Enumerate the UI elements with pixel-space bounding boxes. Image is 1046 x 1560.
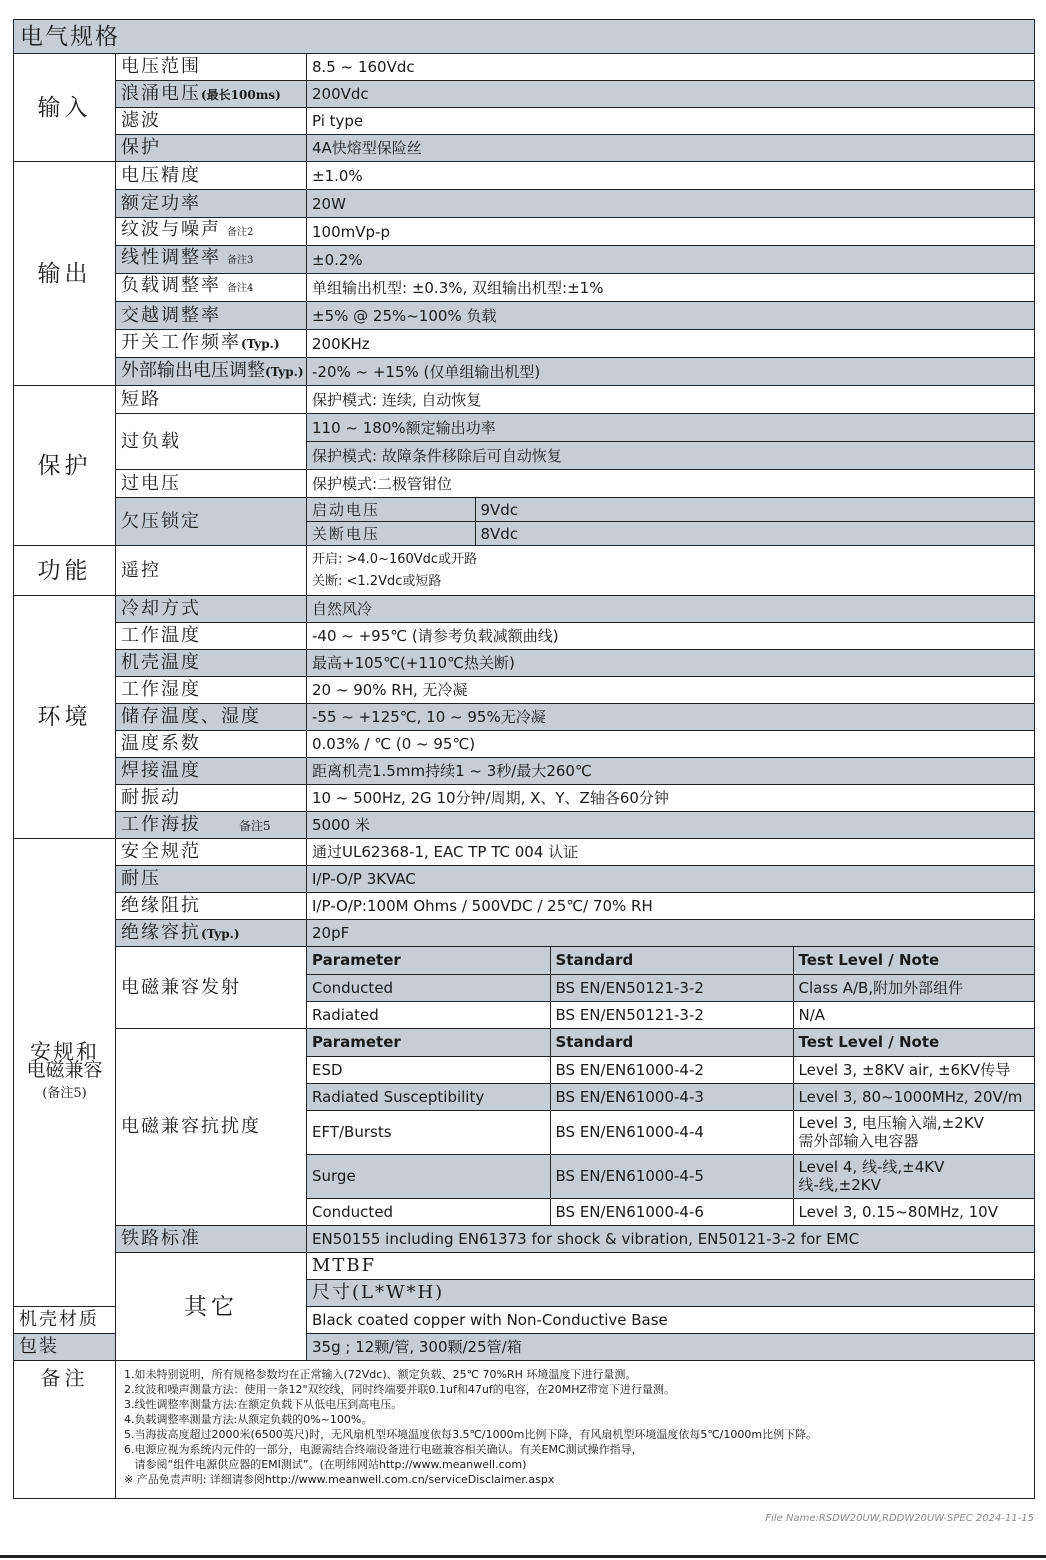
note-line: 4.负载调整率测量方法:从额定负载的0%~100%。 <box>124 1413 373 1426</box>
section-title: 电气规格 <box>14 20 1035 54</box>
value-surge-voltage: 200Vdc <box>307 81 1035 108</box>
value-working-humidity: 20 ~ 90% RH, 无冷凝 <box>307 677 1035 704</box>
ems-table-cell <box>307 1029 1035 1226</box>
ems-row-standard: BS EN/EN61000-4-3 <box>550 1083 793 1110</box>
ems-row-parameter: Radiated Susceptibility <box>307 1083 550 1110</box>
value-cross-regulation: ±5% @ 25%~100% 负载 <box>307 302 1035 330</box>
item-trim: 外部输出电压调整(Typ.) <box>116 358 307 386</box>
emi-table <box>307 947 1034 1028</box>
category-environment: 环境 <box>14 596 116 839</box>
emi-header-parameter: Parameter <box>307 947 550 974</box>
item-isolation-resistance: 绝缘阻抗 <box>116 893 307 920</box>
ems-row-standard: BS EN/EN61000-4-5 <box>550 1154 793 1198</box>
value-case-temp: 最高+105℃(+110℃热关断) <box>307 650 1035 677</box>
category-protection: 保护 <box>14 386 116 546</box>
ems-table <box>307 1029 1034 1225</box>
value-isolation-resistance: I/P-O/P:100M Ohms / 500VDC / 25℃/ 70% RH <box>307 893 1035 920</box>
value-isolation-capacitance: 20pF <box>307 920 1035 947</box>
item-isolation-capacitance: 绝缘容抗(Typ.) <box>116 920 307 947</box>
item-cooling: 冷却方式 <box>116 596 307 623</box>
spec-table <box>13 19 1035 1499</box>
emi-table-cell <box>307 947 1035 1029</box>
item-load-regulation: 负载调整率 备注4 <box>116 274 307 302</box>
item-mtbf: MTBF <box>307 1253 1035 1280</box>
item-emc-immunity: 电磁兼容抗扰度 <box>116 1029 307 1226</box>
item-overload: 过负载 <box>116 414 307 470</box>
emi-row-standard: BS EN/EN50121-3-2 <box>550 974 793 1001</box>
item-switching-frequency: 开关工作频率(Typ.) <box>116 330 307 358</box>
item-dimension: 尺寸(L*W*H) <box>307 1280 1035 1307</box>
ems-row-parameter: Conducted <box>312 1202 394 1221</box>
item-input-protection: 保护 <box>116 135 307 162</box>
remote-off: 关断: <1.2Vdc或短路 <box>312 573 442 589</box>
item-uvlo: 欠压锁定 <box>116 498 307 546</box>
value-withstand-voltage: I/P-O/P 3KVAC <box>307 866 1035 893</box>
item-short-circuit: 短路 <box>116 386 307 414</box>
item-voltage-range: 电压范围 <box>116 54 307 81</box>
category-function: 功能 <box>14 546 116 596</box>
category-notes: 备注 <box>14 1361 116 1499</box>
category-safety-emc: 安规和 电磁兼容 (备注5) <box>14 839 116 1307</box>
ems-row-level: Level 4, 线-线,±4KV 线-线,±2KV <box>793 1154 1034 1198</box>
note-line: 6.电源应视为系统内元件的一部分，电源需结合终端设备进行电磁兼容相关确认。有关EMC测试操作指导， <box>124 1443 643 1456</box>
uvlo-on-cell <box>307 498 1035 522</box>
uvlo-off-value: 8Vdc <box>475 522 1034 545</box>
value-temp-coefficient: 0.03% / ℃ (0 ~ 95℃) <box>307 731 1035 758</box>
uvlo-on-value: 9Vdc <box>475 498 1034 521</box>
value-short-circuit: 保护模式: 连续, 自动恢复 <box>307 386 1035 414</box>
value-vibration: 10 ~ 500Hz, 2G 10分钟/周期, X、Y、Z轴各60分钟 <box>307 785 1035 812</box>
value-working-temp: -40 ~ +95℃ (请参考负载减额曲线) <box>307 623 1035 650</box>
ems-row-level: Level 3, ±8KV air, ±6KV传导 <box>793 1056 1034 1083</box>
ems-row-standard: BS EN/EN61000-4-6 <box>550 1198 793 1225</box>
ems-row-parameter: EFT/Bursts <box>307 1110 550 1154</box>
item-filter: 滤波 <box>116 108 307 135</box>
file-name-footer: File Name:RSDW20UW,RDDW20UW-SPEC 2024-11-15 <box>765 1513 1034 1524</box>
value-packing: 35g ; 12颗/管, 300颗/25管/箱 <box>307 1334 1035 1361</box>
item-emc-emission: 电磁兼容发射 <box>116 947 307 1029</box>
note-line: 1.如未特别说明，所有规格参数均在正常输入(72Vdc)、额定负载、25℃ 70%RH 环境温度下进行量测。 <box>124 1368 637 1381</box>
uvlo-off-label: 关断电压 <box>312 524 381 543</box>
emi-header-level: Test Level / Note <box>793 947 1034 974</box>
emi-header-standard: Standard <box>550 947 793 974</box>
note-line: 3.线性调整率测量方法:在额定负载下从低电压到高电压。 <box>124 1398 403 1411</box>
remote-on: 开启: >4.0~160Vdc或开路 <box>312 551 478 567</box>
ems-row-level: Level 3, 电压输入端,±2KV 需外部输入电容器 <box>793 1110 1034 1154</box>
item-case-material: 机壳材质 <box>14 1307 116 1334</box>
category-input: 输入 <box>14 54 116 162</box>
uvlo-off-cell <box>307 522 1035 546</box>
item-remote-control: 遥控 <box>116 546 307 596</box>
uvlo-on-label: 启动电压 <box>312 500 381 519</box>
item-working-humidity: 工作湿度 <box>116 677 307 704</box>
value-railway-standard: EN50155 including EN61373 for shock & vibration, EN50121-3-2 for EMC <box>307 1226 1035 1253</box>
item-withstand-voltage: 耐压 <box>116 866 307 893</box>
item-surge-voltage: 浪涌电压(最长100ms) <box>116 81 307 108</box>
item-temp-coefficient: 温度系数 <box>116 731 307 758</box>
value-line-regulation: ±0.2% <box>307 246 1035 274</box>
value-overload-mode: 保护模式: 故障条件移除后可自动恢复 <box>307 442 1035 470</box>
value-rated-power: 20W <box>307 190 1035 218</box>
item-line-regulation: 线性调整率 备注3 <box>116 246 307 274</box>
value-over-voltage: 保护模式:二极管钳位 <box>307 470 1035 498</box>
item-working-temp: 工作温度 <box>116 623 307 650</box>
value-soldering-temp: 距离机壳1.5mm持续1 ~ 3秒/最大260℃ <box>307 758 1035 785</box>
item-storage: 储存温度、湿度 <box>116 704 307 731</box>
emi-row-parameter: Conducted <box>307 974 550 1001</box>
item-altitude: 工作海拔 备注5 <box>116 812 307 839</box>
spec-sheet <box>13 19 1034 1499</box>
ems-header-parameter: Parameter <box>307 1029 550 1056</box>
item-vibration: 耐振动 <box>116 785 307 812</box>
value-safety-standards: 通过UL62368-1, EAC TP TC 004 认证 <box>307 839 1035 866</box>
ems-row-standard: BS EN/EN61000-4-2 <box>550 1056 793 1083</box>
value-switching-frequency: 200KHz <box>307 330 1035 358</box>
value-load-regulation: 单组输出机型: ±0.3%, 双组输出机型:±1% <box>307 274 1035 302</box>
item-case-temp: 机壳温度 <box>116 650 307 677</box>
item-cross-regulation: 交越调整率 <box>116 302 307 330</box>
bottom-divider <box>0 1555 1046 1558</box>
ems-row-parameter: Surge <box>307 1154 550 1198</box>
value-trim: -20% ~ +15% (仅单组输出机型) <box>307 358 1035 386</box>
item-packing: 包装 <box>14 1334 116 1361</box>
note-line: 5.当海拔高度超过2000米(6500英尺)时，无风扇机型环境温度依每3.5℃/1000m比例下降，有风扇机型环境温度依每5℃/1000m比例下降。 <box>124 1428 818 1441</box>
ems-header-level: Test Level / Note <box>793 1029 1034 1056</box>
value-storage: -55 ~ +125℃, 10 ~ 95%无冷凝 <box>307 704 1035 731</box>
category-output: 输出 <box>14 162 116 386</box>
ems-row-standard: BS EN/EN61000-4-4 <box>550 1110 793 1154</box>
value-input-protection: 4A快熔型保险丝 <box>307 135 1035 162</box>
category-others: 其它 <box>116 1253 307 1361</box>
value-case-material: Black coated copper with Non-Conductive Base <box>307 1307 1035 1334</box>
emi-row-level: Class A/B,附加外部组件 <box>793 974 1034 1001</box>
value-overload-range: 110 ~ 180%额定输出功率 <box>307 414 1035 442</box>
item-voltage-accuracy: 电压精度 <box>116 162 307 190</box>
item-rated-power: 额定功率 <box>116 190 307 218</box>
value-voltage-accuracy: ±1.0% <box>307 162 1035 190</box>
value-ripple-noise: 100mVp-p <box>307 218 1035 246</box>
emi-row-level: N/A <box>793 1001 1034 1028</box>
item-safety-standards: 安全规范 <box>116 839 307 866</box>
emi-row-standard: BS EN/EN50121-3-2 <box>550 1001 793 1028</box>
note-line: 请参阅“组件电源供应器的EMI测试”。(在明纬网站http://www.meanwell.com) <box>124 1458 527 1471</box>
notes-content <box>116 1361 1035 1499</box>
value-filter: Pi type <box>307 108 1035 135</box>
ems-row-level: Level 3, 80~1000MHz, 20V/m <box>793 1083 1034 1110</box>
value-cooling: 自然风冷 <box>307 596 1035 623</box>
emi-row-parameter: Radiated <box>312 1005 379 1024</box>
note-line: ※ 产品免责声明: 详细请参阅http://www.meanwell.com.cn/serviceDisclaimer.aspx <box>124 1473 555 1486</box>
note-line: 2.纹波和噪声测量方法：使用一条12"双绞线，同时终端要并联0.1uf和47uf的电容，在20MHZ带宽下进行量测。 <box>124 1383 676 1396</box>
ems-row-level: Level 3, 0.15~80MHz, 10V <box>793 1198 1034 1225</box>
item-railway-standard: 铁路标准 <box>116 1226 307 1253</box>
value-voltage-range: 8.5 ~ 160Vdc <box>307 54 1035 81</box>
value-remote-control <box>307 546 1035 596</box>
value-altitude: 5000 米 <box>307 812 1035 839</box>
ems-header-standard: Standard <box>550 1029 793 1056</box>
item-over-voltage: 过电压 <box>116 470 307 498</box>
item-soldering-temp: 焊接温度 <box>116 758 307 785</box>
item-ripple-noise: 纹波与噪声 备注2 <box>116 218 307 246</box>
ems-row-parameter: ESD <box>307 1056 550 1083</box>
